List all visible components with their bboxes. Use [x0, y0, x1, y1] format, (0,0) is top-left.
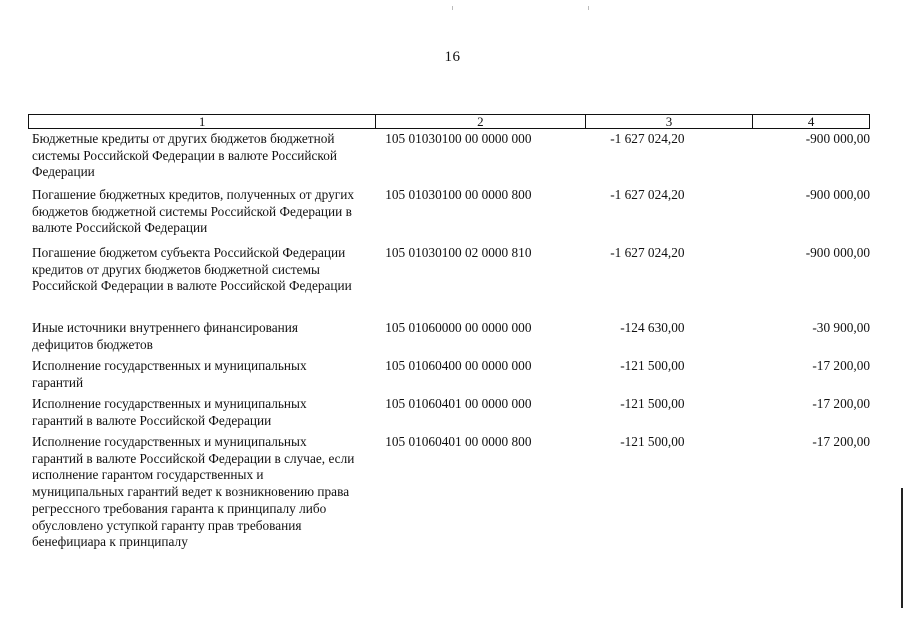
row-code: 105 01060401 00 0000 800 [385, 434, 532, 449]
scan-edge-mark [901, 488, 903, 608]
row-value-3: -1 627 024,20 [610, 245, 685, 260]
row-value-4: -900 000,00 [805, 131, 870, 146]
row-code: 105 01060400 00 0000 000 [385, 358, 532, 373]
row-value-3: -124 630,00 [620, 320, 685, 335]
row-value-4: -900 000,00 [805, 245, 870, 260]
row-code: 105 01030100 00 0000 800 [385, 187, 532, 202]
table-row [28, 320, 870, 358]
row-value-3: -1 627 024,20 [610, 131, 685, 146]
table-body [28, 131, 870, 564]
row-name: Исполнение государственных и муниципальных гарантий [32, 358, 307, 390]
row-value-4: -17 200,00 [812, 396, 870, 411]
row-code: 105 01030100 00 0000 000 [385, 131, 532, 146]
header-cell-2: 2 [376, 115, 586, 128]
page-number: 16 [444, 49, 461, 65]
header-cell-1: 1 [29, 115, 376, 128]
row-value-4: -30 900,00 [812, 320, 870, 335]
table-row [28, 187, 870, 245]
row-code: 105 01060401 00 0000 000 [385, 396, 532, 411]
row-value-4: -17 200,00 [812, 434, 870, 449]
row-value-3: -121 500,00 [620, 434, 685, 449]
row-name: Исполнение государственных и муниципальных гарантий в валюте Российской Федерации в случае, если исполнение гарантом государственных и муниципальных гарантий ведет к возникновению права регрессного требования гаранта к принципалу либо обусловлено уступкой гаранту прав требования бенефициара к принципалу [32, 434, 355, 550]
row-value-4: -900 000,00 [805, 187, 870, 202]
table-row [28, 131, 870, 187]
row-code: 105 01030100 02 0000 810 [385, 245, 532, 260]
header-cell-3: 3 [586, 115, 754, 128]
table-row [28, 396, 870, 434]
header-cell-4: 4 [807, 114, 815, 129]
row-value-3: -1 627 024,20 [610, 187, 685, 202]
table-row [28, 358, 870, 396]
row-name: Погашение бюджетных кредитов, полученных от других бюджетов бюджетной системы Российской Федерации в валюте Российской Федерации [32, 187, 354, 236]
table-row [28, 245, 870, 320]
row-name: Бюджетные кредиты от других бюджетов бюджетной системы Российской Федерации в валюте Российской Федерации [32, 131, 337, 180]
table-row [28, 434, 870, 564]
row-name: Иные источники внутреннего финансирования дефицитов бюджетов [32, 320, 298, 352]
row-value-4: -17 200,00 [812, 358, 870, 373]
scan-mark [588, 6, 589, 10]
row-name: Исполнение государственных и муниципальных гарантий в валюте Российской Федерации [32, 396, 307, 428]
scan-mark [452, 6, 453, 10]
row-code: 105 01060000 00 0000 000 [385, 320, 532, 335]
row-value-3: -121 500,00 [620, 358, 685, 373]
row-name: Погашение бюджетом субъекта Российской Федерации кредитов от других бюджетов бюджетной системы Российской Федерации в валюте Российской Федерации [32, 245, 352, 294]
row-value-3: -121 500,00 [620, 396, 685, 411]
table-header [28, 114, 870, 129]
